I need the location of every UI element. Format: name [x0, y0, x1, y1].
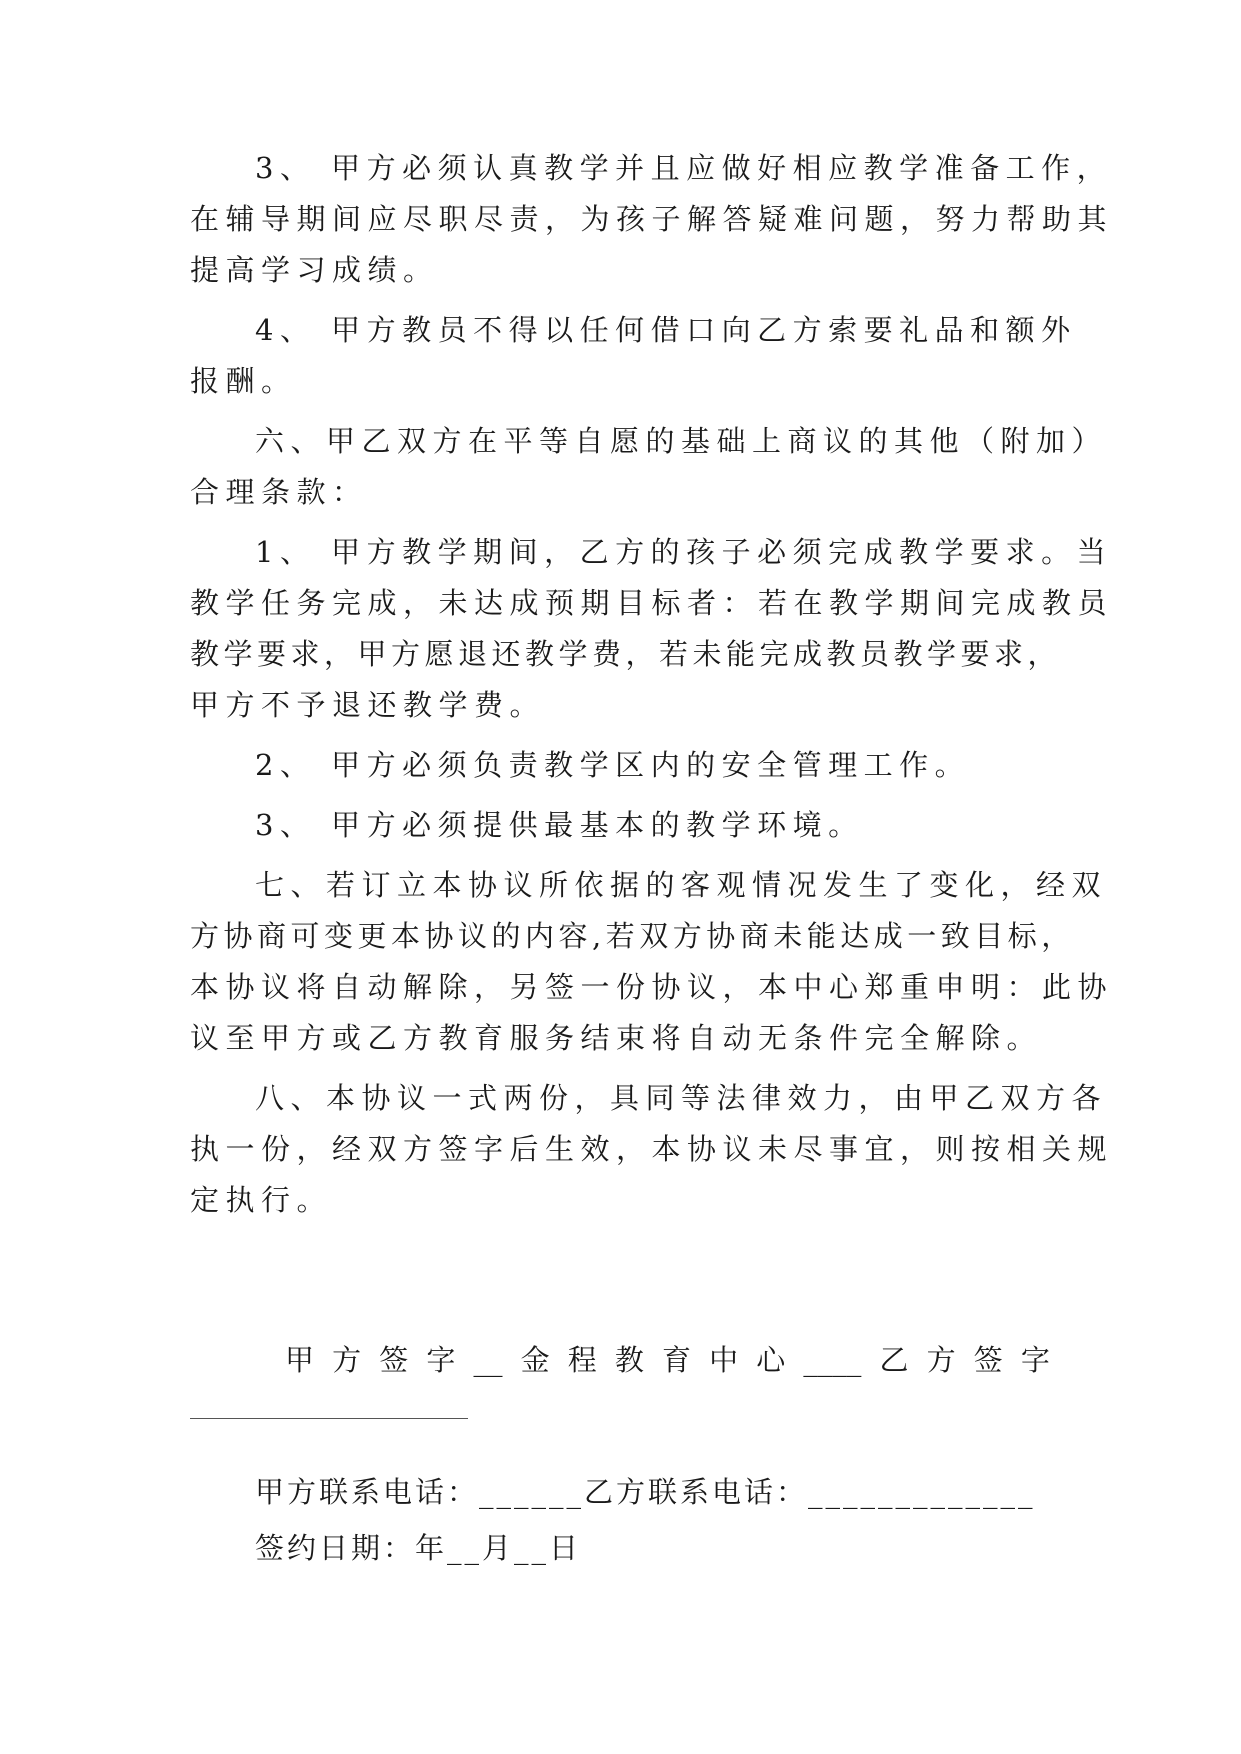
section-6-item-1-line-4: 甲方不予退还教学费。: [190, 688, 546, 722]
signature-char: 金: [520, 1343, 550, 1377]
clause-3-line-3: 提高学习成绩。: [190, 253, 439, 287]
section-6-item-2: 2、 甲方必须负责教学区内的安全管理工作。: [255, 748, 971, 782]
signature-char: 教: [614, 1343, 644, 1377]
signature-blank: __: [473, 1343, 503, 1377]
signature-char: 心: [756, 1343, 786, 1377]
signature-char: 中: [709, 1343, 739, 1377]
signature-char: 签: [379, 1343, 409, 1377]
section-7-line-4: 议至甲方或乙方教育服务结束将自动无条件完全解除。: [190, 1021, 1043, 1055]
signature-char: 程: [567, 1343, 597, 1377]
section-7-line-2: 方协商可变更本协议的内容,若双方协商未能达成一致目标，: [190, 919, 1075, 953]
signature-char: 育: [661, 1343, 691, 1377]
signature-blank: ____: [803, 1343, 862, 1377]
section-6-item-1-line-2: 教学任务完成，未达成预期目标者：若在教学期间完成教员: [190, 586, 1114, 620]
signature-char: 字: [426, 1343, 456, 1377]
section-6-item-3: 3、 甲方必须提供最基本的教学环境。: [255, 808, 864, 842]
section-6-item-1-line-1: 1、 甲方教学期间，乙方的孩子必须完成教学要求。当: [255, 535, 1113, 569]
signature-char: 乙: [879, 1343, 909, 1377]
clause-3-line-2: 在辅导期间应尽职尽责，为孩子解答疑难问题，努力帮助其: [190, 202, 1114, 236]
signature-char: 字: [1020, 1343, 1050, 1377]
section-7-line-3: 本协议将自动解除，另签一份协议，本中心郑重申明：此协: [190, 970, 1114, 1004]
signature-char: 方: [926, 1343, 956, 1377]
section-8-line-3: 定执行。: [190, 1183, 333, 1217]
section-6-item-1-line-3: 教学要求，甲方愿退还教学费，若未能完成教员教学要求，: [190, 637, 1062, 671]
section-6-line-1: 六、甲乙双方在平等自愿的基础上商议的其他（附加）: [255, 424, 1108, 458]
contact-phone-line: 甲方联系电话：______乙方联系电话：_____________: [255, 1475, 1036, 1509]
signature-line: [285, 1342, 1050, 1378]
signature-underline: [190, 1418, 468, 1419]
section-7-line-1: 七、若订立本协议所依据的客观情况发生了变化，经双: [255, 868, 1108, 902]
section-8-line-2: 执一份，经双方签字后生效，本协议未尽事宜，则按相关规: [190, 1132, 1114, 1166]
signature-char: 甲: [285, 1343, 315, 1377]
section-6-line-2: 合理条款：: [190, 475, 368, 509]
section-8-line-1: 八、本协议一式两份，具同等法律效力，由甲乙双方各: [255, 1081, 1108, 1115]
clause-4-line-2: 报酬。: [190, 364, 297, 398]
signature-char: 方: [332, 1343, 362, 1377]
clause-3-line-1: 3、 甲方必须认真教学并且应做好相应教学准备工作，: [255, 151, 1113, 185]
sign-date-line: 签约日期：年__月__日: [255, 1531, 582, 1565]
clause-4-line-1: 4、 甲方教员不得以任何借口向乙方索要礼品和额外: [255, 313, 1077, 347]
signature-char: 签: [973, 1343, 1003, 1377]
